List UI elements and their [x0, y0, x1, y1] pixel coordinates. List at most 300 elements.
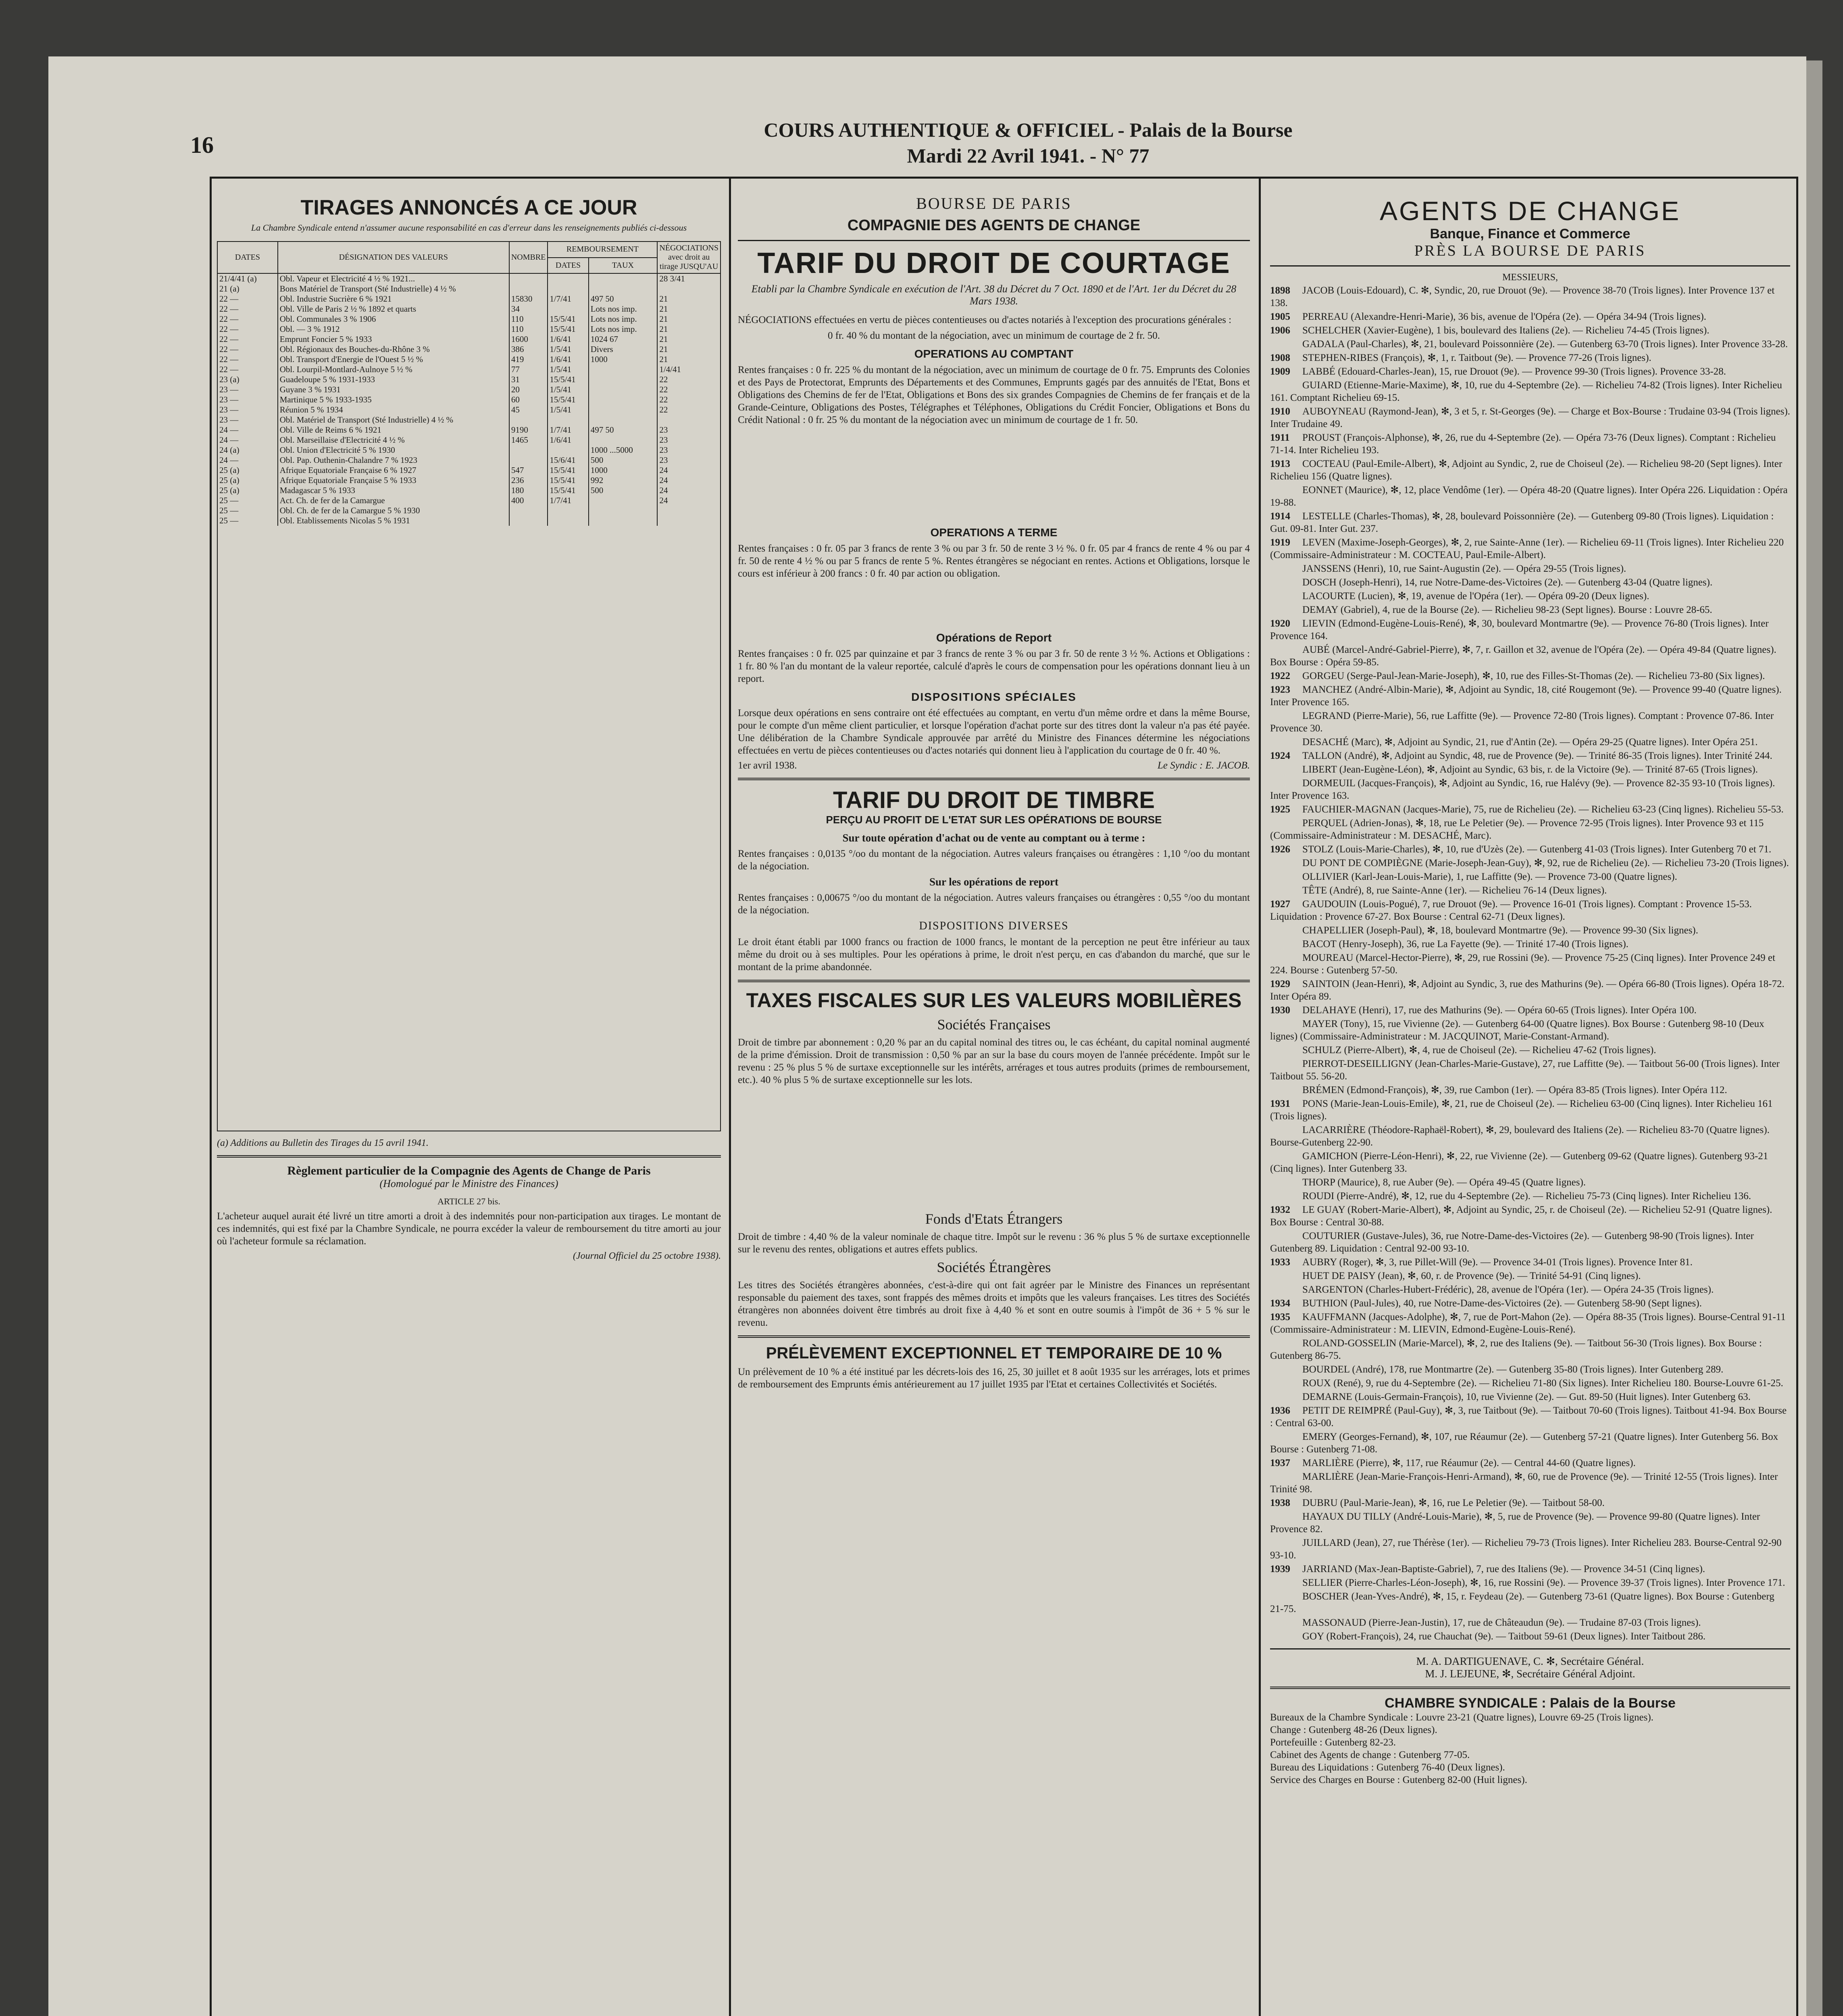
- agent-text: FAUCHIER-MAGNAN (Jacques-Marie), 75, rue de Richelieu (2e). — Richelieu 63-23 (Cinq lignes). Richelieu 55-53.: [1302, 804, 1784, 815]
- agent-entry: [1270, 379, 1790, 404]
- th-negociations: NÉGOCIATIONS avec droit au tirage JUSQU'AU: [657, 242, 721, 273]
- courtage-intro: Etabli par la Chambre Syndicale en exécution de l'Art. 38 du Décret du 7 Oct. 1890 et de l'Art. 1er du Décret du 28 Mars 1938.: [751, 283, 1237, 307]
- agent-text: LIEVIN (Edmond-Eugène-Louis-René), ✻, 30, boulevard Montmartre (9e). — Provence 76-80 (Trois lignes). Inter Provence 164.: [1270, 618, 1769, 641]
- chambre-line: Bureaux de la Chambre Syndicale : Louvre 23-21 (Quatre lignes), Louvre 69-25 (Trois lignes).: [1270, 1712, 1653, 1723]
- section-comptant: OPERATIONS AU COMPTANT: [914, 348, 1074, 360]
- table-cell: 1/6/41: [548, 435, 588, 445]
- table-cell: [657, 516, 721, 526]
- agent-text: STOLZ (Louis-Marie-Charles), ✻, 10, rue d'Uzès (2e). — Gutenberg 41-03 (Trois lignes). Inter Gutenberg 70 et 71.: [1302, 844, 1772, 855]
- table-cell: 497 50: [589, 425, 658, 435]
- bourse-label: BOURSE DE PARIS: [916, 194, 1072, 212]
- table-cell: 23 —: [217, 385, 278, 395]
- agent-text: GORGEU (Serge-Paul-Jean-Marie-Joseph), ✻, 10, rue des Filles-St-Thomas (2e). — Richelieu 73-80 (Six lignes).: [1302, 671, 1765, 681]
- table-cell: Obl. Vapeur et Electricité 4 ½ % 1921...: [278, 273, 509, 284]
- agent-year: 1911: [1270, 432, 1290, 443]
- table-cell: 22 —: [217, 314, 278, 324]
- agent-text: LIBERT (Jean-Eugène-Léon), ✻, Adjoint au Syndic, 63 bis, r. de la Victoire (9e). — Trinité 87-65 (Trois lignes).: [1302, 764, 1758, 775]
- table-cell: [589, 375, 658, 385]
- agent-text: SCHULZ (Pierre-Albert), ✻, 4, rue de Choiseul (2e). — Richelieu 47-62 (Trois lignes).: [1302, 1045, 1656, 1056]
- column-rule-1: [729, 177, 731, 2016]
- agent-text: SCHELCHER (Xavier-Eugène), 1 bis, boulevard des Italiens (2e). — Richelieu 74-45 (Trois lignes).: [1302, 325, 1710, 336]
- table-cell: 180: [509, 485, 548, 496]
- table-cell: 20: [509, 385, 548, 395]
- table-cell: [548, 516, 588, 526]
- column-tirages: [217, 179, 721, 2016]
- syndic-signature: Le Syndic : E. JACOB.: [1157, 760, 1250, 771]
- taxes-etat-heading: Fonds d'Etats Étrangers: [925, 1211, 1063, 1227]
- table-cell: Obl. Ch. de fer de la Camargue 5 % 1930: [278, 506, 509, 516]
- chambre-line: Service des Charges en Bourse : Gutenberg 82-00 (Huit lignes).: [1270, 1774, 1527, 1785]
- table-cell: 31: [509, 375, 548, 385]
- reglement-title: Règlement particulier de la Compagnie des Agents de Change de Paris: [287, 1164, 651, 1177]
- agent-text: LEVEN (Maxime-Joseph-Georges), ✻, 2, rue Sainte-Anne (1er). — Richelieu 69-11 (Trois lignes). Inter Richelieu 220 (Commissaire-Administrateur : M. COCTEAU, Paul-Emile-Albert).: [1270, 537, 1784, 560]
- agent-text: DELAHAYE (Henri), 17, rue des Mathurins (9e). — Opéra 60-65 (Trois lignes). Inter Opéra 100.: [1302, 1005, 1697, 1016]
- table-cell: [509, 445, 548, 455]
- table-row: [217, 364, 721, 375]
- agent-text: SELLIER (Pierre-Charles-Léon-Joseph), ✻, 16, rue Rossini (9e). — Provence 39-37 (Trois lignes). Inter Provence 171.: [1302, 1577, 1785, 1588]
- agent-entry: [1270, 405, 1790, 430]
- chambre-title: CHAMBRE SYNDICALE : Palais de la Bourse: [1385, 1695, 1676, 1711]
- table-row: [217, 415, 721, 425]
- table-row: [217, 273, 721, 284]
- table-cell: [589, 385, 658, 395]
- agent-year: 1898: [1270, 285, 1290, 296]
- table-cell: [509, 506, 548, 516]
- agents-list: [1270, 284, 1790, 1643]
- table-row: [217, 385, 721, 395]
- table-cell: [548, 273, 588, 284]
- table-row: [217, 294, 721, 304]
- table-row: [217, 405, 721, 415]
- agent-entry: [1270, 1004, 1790, 1016]
- agent-entry: [1270, 938, 1790, 950]
- agent-text: PONS (Marie-Jean-Louis-Emile), ✻, 21, rue de Choiseul (2e). — Richelieu 63-00 (Cinq lignes). Inter Richelieu 161 (Trois lignes).: [1270, 1098, 1773, 1122]
- table-cell: 24: [657, 465, 721, 475]
- divider: [738, 240, 1250, 241]
- table-row: [217, 354, 721, 364]
- agent-entry: [1270, 1404, 1790, 1429]
- table-cell: Obl. Régionaux des Bouches-du-Rhône 3 %: [278, 344, 509, 354]
- table-cell: 23 —: [217, 395, 278, 405]
- agent-entry: [1270, 952, 1790, 977]
- agent-entry: [1270, 1150, 1790, 1175]
- table-row: [217, 475, 721, 485]
- table-cell: 22 —: [217, 304, 278, 314]
- table-cell: 1465: [509, 435, 548, 445]
- agent-text: MARLIÈRE (Pierre), ✻, 117, rue Réaumur (2e). — Central 44-60 (Quatre lignes).: [1302, 1458, 1636, 1468]
- chambre-line: Cabinet des Agents de change : Gutenberg 77-05.: [1270, 1749, 1470, 1760]
- agent-entry: [1270, 1630, 1790, 1643]
- agent-year: 1938: [1270, 1497, 1290, 1508]
- agent-text: OLLIVIER (Karl-Jean-Louis-Marie), 1, rue Laffitte (9e). — Provence 73-00 (Quatre lignes).: [1302, 871, 1677, 882]
- agent-text: MAYER (Tony), 15, rue Vivienne (2e). — Gutenberg 64-00 (Quatre lignes). Box Bourse : Gutenberg 98-10 (Deux lignes) (Commissaire-Administrateur : M. JACQUINOT, Marie-Constant-Armand).: [1270, 1018, 1764, 1042]
- secretary-general-adjoint: M. J. LEJEUNE, ✻, Secrétaire Général Adjoint.: [1425, 1668, 1635, 1680]
- column-rule-2: [1259, 177, 1261, 2016]
- agent-entry: [1270, 324, 1790, 337]
- tirages-title: TIRAGES ANNONCÉS A CE JOUR: [300, 196, 637, 219]
- table-row: [217, 395, 721, 405]
- timbre-l2: Rentes françaises : 0,0135 °/oo du montant de la négociation. Autres valeurs françaises ou étrangères : 1,10 °/oo du montant de la négociation.: [738, 848, 1250, 872]
- table-continuation: [217, 526, 721, 1131]
- agent-entry: [1270, 1377, 1790, 1389]
- table-cell: 15/5/41: [548, 485, 588, 496]
- table-row: [217, 435, 721, 445]
- agent-entry: [1270, 644, 1790, 669]
- table-cell: 34: [509, 304, 548, 314]
- reglement-ref: (Journal Officiel du 25 octobre 1938).: [573, 1251, 721, 1261]
- agent-text: DUBRU (Paul-Marie-Jean), ✻, 16, rue Le Peletier (9e). — Taitbout 58-00.: [1302, 1497, 1605, 1508]
- agent-text: LACARRIÈRE (Théodore-Raphaël-Robert), ✻, 29, boulevard des Italiens (2e). — Richelieu 83-70 (Quatre lignes). Bourse-Gutenberg 22-90.: [1270, 1125, 1770, 1148]
- table-cell: 21: [657, 304, 721, 314]
- agent-entry: [1270, 803, 1790, 816]
- table-cell: 22 —: [217, 364, 278, 375]
- section-report: Opérations de Report: [936, 631, 1052, 644]
- table-cell: 15/5/41: [548, 324, 588, 334]
- table-cell: 25 (a): [217, 485, 278, 496]
- table-row: [217, 324, 721, 334]
- messieurs-label: MESSIEURS,: [1502, 272, 1558, 283]
- table-cell: Obl. Transport d'Energie de l'Ouest 5 ½ %: [278, 354, 509, 364]
- table-row: [217, 375, 721, 385]
- agent-entry: [1270, 978, 1790, 1003]
- table-cell: 28 3/41: [657, 273, 721, 284]
- table-cell: 22 —: [217, 344, 278, 354]
- table-cell: Guadeloupe 5 % 1931-1933: [278, 375, 509, 385]
- th-dates: DATES: [217, 242, 278, 273]
- agent-entry: [1270, 1311, 1790, 1336]
- table-cell: 24: [657, 496, 721, 506]
- page-number: 16: [190, 132, 214, 158]
- chambre-line: Change : Gutenberg 48-26 (Deux lignes).: [1270, 1724, 1437, 1735]
- table-cell: 25 —: [217, 516, 278, 526]
- table-cell: 21: [657, 314, 721, 324]
- agent-text: STEPHEN-RIBES (François), ✻, 1, r. Taitbout (9e). — Provence 77-26 (Trois lignes).: [1302, 352, 1651, 363]
- table-cell: Obl. Lourpil-Montlard-Aulnoye 5 ½ %: [278, 364, 509, 375]
- agent-text: GAUDOUIN (Louis-Pogué), 7, rue Drouot (9e). — Provence 16-01 (Trois lignes). Comptant : Provence 15-53. Liquidation : Provence 67-27. Box Bourse : Central 62-71 (Deux lignes).: [1270, 899, 1752, 922]
- agent-entry: [1270, 1510, 1790, 1535]
- table-cell: [548, 415, 588, 425]
- agent-entry: [1270, 1470, 1790, 1495]
- agent-entry: [1270, 1230, 1790, 1255]
- agent-year: 1926: [1270, 844, 1290, 855]
- table-cell: [509, 273, 548, 284]
- table-cell: 1/5/41: [548, 385, 588, 395]
- table-cell: Martinique 5 % 1933-1935: [278, 395, 509, 405]
- agent-text: JACOB (Louis-Edouard), C. ✻, Syndic, 20, rue Drouot (9e). — Provence 38-70 (Trois lignes). Inter Provence 137 et 138.: [1270, 285, 1775, 308]
- agent-text: BOURDEL (André), 178, rue Montmartre (2e). — Gutenberg 35-80 (Trois lignes). Inter Gutenberg 289.: [1302, 1364, 1724, 1375]
- agent-entry: [1270, 1176, 1790, 1189]
- agent-entry: [1270, 484, 1790, 509]
- agent-entry: [1270, 1044, 1790, 1056]
- table-cell: 24: [657, 475, 721, 485]
- timbre-title: TARIF DU DROIT DE TIMBRE: [833, 787, 1155, 813]
- th-remboursement: REMBOURSEMENT: [548, 242, 657, 258]
- agent-year: 1933: [1270, 1257, 1290, 1268]
- taxes-etat-text: Droit de timbre : 4,40 % de la valeur nominale de chaque titre. Impôt sur le revenu : 36 % plus 5 % de surtaxe exceptionnelle sur le revenu des rentes, obligations et autres effets publics.: [738, 1231, 1250, 1255]
- table-cell: 21: [657, 294, 721, 304]
- agent-entry: [1270, 431, 1790, 456]
- agent-year: 1930: [1270, 1005, 1290, 1016]
- agent-text: GAMICHON (Pierre-Léon-Henri), ✻, 22, rue Vivienne (2e). — Gutenberg 09-62 (Quatre lignes). Gutenberg 93-21 (Cinq lignes). Inter Gutenberg 33.: [1270, 1151, 1768, 1174]
- table-cell: 24 —: [217, 455, 278, 465]
- table-row: [217, 445, 721, 455]
- table-cell: 1/7/41: [548, 496, 588, 506]
- table-cell: 1/4/41: [657, 364, 721, 375]
- agent-text: COUTURIER (Gustave-Jules), 36, rue Notre-Dame-des-Victoires (2e). — Gutenberg 98-90 (Trois lignes). Inter Gutenberg 89. Liquidation : Central 92-00 93-10.: [1270, 1231, 1754, 1254]
- page-header: [685, 117, 1371, 169]
- table-cell: 15/5/41: [548, 375, 588, 385]
- table-cell: 45: [509, 405, 548, 415]
- agent-text: LEGRAND (Pierre-Marie), 56, rue Laffitte (9e). — Provence 72-80 (Trois lignes). Comptant : Provence 07-86. Inter Provence 30.: [1270, 710, 1774, 734]
- table-cell: 21: [657, 354, 721, 364]
- section-terme: OPERATIONS A TERME: [930, 526, 1058, 539]
- table-cell: 497 50: [589, 294, 658, 304]
- table-cell: Lots nos imp.: [589, 324, 658, 334]
- agent-entry: [1270, 884, 1790, 897]
- table-row: [217, 455, 721, 465]
- timbre-l4: Rentes françaises : 0,00675 °/oo du montant de la négociation. Autres valeurs françaises ou étrangères : 0,55 °/oo du montant de la négociation.: [738, 892, 1250, 916]
- table-row: [217, 516, 721, 526]
- table-cell: 500: [589, 455, 658, 465]
- agent-text: ROLAND-GOSSELIN (Marie-Marcel), ✻, 2, rue des Italiens (9e). — Taitbout 56-30 (Trois lignes). Box Bourse : Gutenberg 86-75.: [1270, 1338, 1762, 1361]
- dispositions-date: 1er avril 1938.: [738, 760, 797, 771]
- table-cell: Divers: [589, 344, 658, 354]
- tirages-subtitle: La Chambre Syndicale entend n'assumer aucune responsabilité en cas d'erreur dans les renseignements publiés ci-dessous: [251, 223, 687, 233]
- th-nombre: NOMBRE: [509, 242, 548, 273]
- table-row: [217, 465, 721, 475]
- agent-text: ROUX (René), 9, rue du 4-Septembre (2e). — Richelieu 71-80 (Six lignes). Inter Richelieu 180. Bourse-Louvre 61-25.: [1302, 1378, 1783, 1389]
- agent-entry: [1270, 562, 1790, 575]
- agent-entry: [1270, 670, 1790, 682]
- table-cell: 60: [509, 395, 548, 405]
- table-cell: Afrique Equatoriale Française 6 % 1927: [278, 465, 509, 475]
- agent-year: 1908: [1270, 352, 1290, 363]
- table-cell: 1024 67: [589, 334, 658, 344]
- table-cell: [589, 496, 658, 506]
- table-cell: 23 —: [217, 415, 278, 425]
- agent-entry: [1270, 1098, 1790, 1123]
- table-cell: 386: [509, 344, 548, 354]
- comptant-text: Rentes françaises : 0 fr. 225 % du montant de la négociation, avec un minimum de courtage de 0 fr. 75. Emprunts des Colonies et des Pays de Protectorat, Emprunts des Départements et des Communes, Emprunts gagés par des annuités de l'Etat, Bons et Obligations des Chemins de fer de l'Etat, Obligations et Bons des six grandes Compagnies de Chemins de fer français et de la Grande-Ceinture, Obligations des Postes, Télégraphes et Téléphones, Obligations du Crédit Foncier, Obligations et Bons du Crédit National : 0 fr. 25 % du montant de la négociation avec un minimum de courtage de 1 fr. 50.: [738, 364, 1250, 425]
- agent-entry: [1270, 590, 1790, 602]
- agent-text: BACOT (Henry-Joseph), 36, rue La Fayette (9e). — Trinité 17-40 (Trois lignes).: [1302, 939, 1629, 950]
- table-cell: 15/6/41: [548, 455, 588, 465]
- table-cell: Lots nos imp.: [589, 304, 658, 314]
- table-cell: [589, 273, 658, 284]
- table-row: [217, 485, 721, 496]
- agent-entry: [1270, 536, 1790, 561]
- agent-text: SAINTOIN (Jean-Henri), ✻, Adjoint au Syndic, 3, rue des Mathurins (9e). — Opéra 66-80 (Trois lignes). Opéra 18-72. Inter Opéra 89.: [1270, 979, 1785, 1002]
- table-cell: [509, 284, 548, 294]
- dispositions-text: Lorsque deux opérations en sens contraire ont été effectuées au comptant, en vertu d'un même ordre et dans la même Bourse, pour le compte d'un même client particulier, et lorsque l'opération d'achat porte sur des titres dont la valeur n'a pas été payée. Une délibération de la Chambre Syndicale approuvée par arrêté du Ministre des Finances détermine les négociations effectuées en vertu de pièces contentieuses ou d'actes notariés qui donnent lieu à l'application du courtage de 0 fr. 40 %.: [738, 708, 1250, 756]
- agent-text: THORP (Maurice), 8, rue Auber (9e). — Opéra 49-45 (Quatre lignes).: [1302, 1177, 1586, 1188]
- agent-year: 1934: [1270, 1298, 1290, 1309]
- table-cell: Réunion 5 % 1934: [278, 405, 509, 415]
- agent-entry: [1270, 898, 1790, 923]
- table-cell: [589, 405, 658, 415]
- table-row: [217, 304, 721, 314]
- agent-text: CHAPELLIER (Joseph-Paul), ✻, 18, boulevard Montmartre (9e). — Provence 99-30 (Six lignes).: [1302, 925, 1698, 936]
- table-cell: 1/7/41: [548, 425, 588, 435]
- agents-title: AGENTS DE CHANGE: [1379, 196, 1681, 226]
- table-cell: Lots nos imp.: [589, 314, 658, 324]
- agent-entry: [1270, 576, 1790, 589]
- agent-text: LE GUAY (Robert-Marie-Albert), ✻, Adjoint au Syndic, 25, r. de Choiseul (2e). — Richelieu 52-91 (Quatre lignes). Box Bourse : Central 30-88.: [1270, 1204, 1772, 1228]
- agent-text: SARGENTON (Charles-Hubert-Frédéric), 28, avenue de l'Opéra (1er). — Opéra 24-35 (Trois lignes).: [1302, 1284, 1714, 1295]
- agent-entry: [1270, 1577, 1790, 1589]
- table-cell: 21: [657, 334, 721, 344]
- agent-entry: [1270, 1058, 1790, 1083]
- table-cell: [589, 516, 658, 526]
- table-cell: [548, 506, 588, 516]
- agent-text: DOSCH (Joseph-Henri), 14, rue Notre-Dame-des-Victoires (2e). — Gutenberg 43-04 (Quatre lignes).: [1302, 577, 1713, 588]
- table-cell: 21: [657, 344, 721, 354]
- agent-entry: [1270, 924, 1790, 937]
- divider: [738, 1335, 1250, 1338]
- nego-rate: 0 fr. 40 % du montant de la négociation, avec un minimum de courtage de 2 fr. 50.: [827, 330, 1160, 341]
- table-cell: 419: [509, 354, 548, 364]
- agent-entry: [1270, 777, 1790, 802]
- agent-entry: [1270, 1457, 1790, 1469]
- chambre-list: [1270, 1711, 1790, 1786]
- table-cell: 21/4/41 (a): [217, 273, 278, 284]
- table-cell: 236: [509, 475, 548, 485]
- agent-entry: [1270, 1283, 1790, 1296]
- agent-entry: [1270, 857, 1790, 869]
- report-text: Rentes françaises : 0 fr. 025 par quinzaine et par 3 francs de rente 3 % ou par 3 fr. 50 de rente 3 ½ %. Actions et Obligations : 1 fr. 80 % l'an du montant de la valeur reportée, calculé d'après le cours de compensation pour les opérations donnant lieu à un report.: [738, 648, 1250, 684]
- agent-entry: [1270, 604, 1790, 616]
- agent-text: PROUST (François-Alphonse), ✻, 26, rue du 4-Septembre (2e). — Opéra 73-76 (Deux lignes). Comptant : Richelieu 71-14. Inter Richelieu 193.: [1270, 432, 1776, 456]
- agent-text: MANCHEZ (André-Albin-Marie), ✻, Adjoint au Syndic, 18, cité Rougemont (9e). — Provence 99-40 (Quatre lignes). Inter Provence 165.: [1270, 684, 1782, 708]
- table-cell: 1/5/41: [548, 344, 588, 354]
- divider: [738, 778, 1250, 780]
- table-cell: [589, 364, 658, 375]
- agent-entry: [1270, 763, 1790, 776]
- chambre-line: Bureau des Liquidations : Gutenberg 76-40 (Deux lignes).: [1270, 1762, 1505, 1773]
- table-cell: 500: [589, 485, 658, 496]
- agent-text: AUBOYNEAU (Raymond-Jean), ✻, 3 et 5, r. St-Georges (9e). — Charge et Box-Bourse : Trudaine 03-94 (Trois lignes). Inter Trudaine 49.: [1270, 406, 1790, 429]
- agent-year: 1905: [1270, 311, 1290, 322]
- agent-entry: [1270, 617, 1790, 642]
- table-cell: 23: [657, 425, 721, 435]
- table-cell: 24: [657, 485, 721, 496]
- taxes-fr-heading: Sociétés Françaises: [937, 1016, 1051, 1033]
- prelevement-title: PRÉLÈVEMENT EXCEPTIONNEL ET TEMPORAIRE DE 10 %: [766, 1344, 1222, 1362]
- table-cell: Obl. Ville de Reims 6 % 1921: [278, 425, 509, 435]
- agent-year: 1923: [1270, 684, 1290, 695]
- table-cell: 21: [657, 324, 721, 334]
- table-cell: 1000: [589, 354, 658, 364]
- agent-text: AUBÉ (Marcel-André-Gabriel-Pierre), ✻, 7, r. Gaillon et 32, avenue de l'Opéra (2e). — Opéra 49-84 (Quatre lignes). Box Bourse : Opéra 59-85.: [1270, 644, 1776, 668]
- agent-year: 1906: [1270, 325, 1290, 336]
- agent-entry: [1270, 1497, 1790, 1509]
- agent-text: DU PONT DE COMPIÈGNE (Marie-Joseph-Jean-Guy), ✻, 92, rue de Richelieu (2e). — Richelieu 73-20 (Trois lignes).: [1302, 858, 1789, 868]
- table-cell: Bons Matériel de Transport (Sté Industrielle) 4 ½ %: [278, 284, 509, 294]
- table-cell: 22: [657, 395, 721, 405]
- secretary-general: M. A. DARTIGUENAVE, C. ✻, Secrétaire Général.: [1416, 1655, 1644, 1667]
- table-cell: 24 —: [217, 435, 278, 445]
- agent-text: PETIT DE REIMPRÉ (Paul-Guy), ✻, 3, rue Taitbout (9e). — Taitbout 70-60 (Trois lignes). Taitbout 41-94. Box Bourse : Central 63-00.: [1270, 1405, 1787, 1429]
- table-cell: Act. Ch. de fer de la Camargue: [278, 496, 509, 506]
- section-dispositions: DISPOSITIONS SPÉCIALES: [911, 691, 1077, 703]
- nego-text: NÉGOCIATIONS effectuées en vertu de pièces contentieuses ou d'actes notariés à l'exception des procurations générales :: [738, 314, 1232, 325]
- timbre-l1: Sur toute opération d'achat ou de vente au comptant ou à terme :: [842, 832, 1145, 844]
- divider: [1270, 1687, 1790, 1689]
- table-cell: 110: [509, 314, 548, 324]
- agent-entry: [1270, 817, 1790, 842]
- agent-text: DORMEUIL (Jacques-François), ✻, Adjoint au Syndic, 16, rue Halévy (9e). — Provence 82-35 93-10 (Trois lignes). Inter Provence 163.: [1270, 778, 1775, 801]
- agent-text: ROUDI (Pierre-André), ✻, 12, rue du 4-Septembre (2e). — Richelieu 75-73 (Cinq lignes). Inter Richelieu 136.: [1302, 1191, 1751, 1202]
- table-cell: 23: [657, 435, 721, 445]
- agent-entry: [1270, 1204, 1790, 1229]
- table-cell: 992: [589, 475, 658, 485]
- table-cell: 22: [657, 385, 721, 395]
- agent-text: HAYAUX DU TILLY (André-Louis-Marie), ✻, 5, rue de Provence (9e). — Provence 99-80 (Quatre lignes). Inter Provence 82.: [1270, 1511, 1760, 1535]
- divider: [1270, 1648, 1790, 1649]
- taxes-fr-continued: [738, 1089, 1250, 1210]
- agent-year: 1936: [1270, 1405, 1290, 1416]
- table-cell: 24 —: [217, 425, 278, 435]
- agent-entry: [1270, 1590, 1790, 1615]
- agent-text: BOSCHER (Jean-Yves-André), ✻, 15, r. Feydeau (2e). — Gutenberg 73-61 (Quatre lignes). Box Bourse : Gutenberg 21-75.: [1270, 1591, 1774, 1614]
- agent-text: AUBRY (Roger), ✻, 3, rue Pillet-Will (9e). — Provence 34-01 (Trois lignes). Provence Inter 81.: [1302, 1257, 1693, 1268]
- timbre-l5: DISPOSITIONS DIVERSES: [919, 920, 1069, 932]
- agent-text: BUTHION (Paul-Jules), 40, rue Notre-Dame-des-Victoires (2e). — Gutenberg 58-90 (Sept lignes).: [1302, 1298, 1702, 1309]
- agent-text: DESACHÉ (Marc), ✻, Adjoint au Syndic, 21, rue d'Antin (2e). — Opéra 29-25 (Quatre lignes). Inter Opéra 251.: [1302, 737, 1758, 748]
- table-cell: 22 —: [217, 324, 278, 334]
- table-cell: 21 (a): [217, 284, 278, 294]
- table-cell: Obl. Communales 3 % 1906: [278, 314, 509, 324]
- table-cell: 22: [657, 405, 721, 415]
- table-cell: 25 —: [217, 496, 278, 506]
- table-cell: 22 —: [217, 354, 278, 364]
- agent-text: MARLIÈRE (Jean-Marie-François-Henri-Armand), ✻, 60, rue de Provence (9e). — Trinité 12-55 (Trois lignes). Inter Trinité 98.: [1270, 1471, 1778, 1495]
- agent-year: 1937: [1270, 1458, 1290, 1468]
- terme-text: Rentes françaises : 0 fr. 05 par 3 francs de rente 3 % ou par 3 fr. 50 de rente 3 ½ %. 0 fr. 05 par 4 francs de rente 4 % ou par 4 fr. 50 de rente 4 ½ % ou par 5 francs de rente 5 %. Rentes étrangères se négociant en rentes. Actions et Obligations, lorsque le cours est inférieur à 200 francs : 0 fr. 40 par action ou obligation.: [738, 543, 1250, 579]
- table-cell: Obl. Ville de Paris 2 ½ % 1892 et quarts: [278, 304, 509, 314]
- divider: [1270, 265, 1790, 267]
- taxes-fr-text: Droit de timbre par abonnement : 0,20 % par an du capital nominal des titres ou, le cas échéant, du capital nominal augmenté de la prime d'émission. Droit de transmission : 0,50 % par an sur la base du cours moyen de l'année précédente. Impôt sur le revenu : 25 % plus 5 % de surtaxe exceptionnelle sur les intérêts, arrérages et tous autres produits (primes de remboursement, etc.). 40 % plus 5 % de surtaxe exceptionnelle sur les lots.: [738, 1037, 1250, 1085]
- agent-entry: [1270, 1337, 1790, 1362]
- agent-entry: [1270, 338, 1790, 350]
- table-cell: [657, 506, 721, 516]
- agent-text: TALLON (André), ✻, Adjoint au Syndic, 48, rue de Provence (9e). — Trinité 86-35 (Trois lignes). Inter Trinité 244.: [1302, 750, 1772, 761]
- table-row: [217, 506, 721, 516]
- agent-year: 1922: [1270, 671, 1290, 681]
- agent-entry: [1270, 310, 1790, 323]
- agent-entry: [1270, 1363, 1790, 1376]
- agent-year: 1909: [1270, 366, 1290, 377]
- agent-text: KAUFFMANN (Jacques-Adolphe), ✻, 7, rue de Port-Mahon (2e). — Opéra 88-35 (Trois lignes). Bourse-Central 91-11 (Commissaire-Administrateur : M. LIEVIN, Edmond-Eugène-Louis-René).: [1270, 1312, 1786, 1335]
- agent-year: 1913: [1270, 458, 1290, 469]
- agent-text: PIERROT-DESEILLIGNY (Jean-Charles-Marie-Gustave), 27, rue Laffitte (9e). — Taitbout 56-00 (Trois lignes). Inter Taitbout 55. 56-20.: [1270, 1058, 1780, 1082]
- table-cell: 547: [509, 465, 548, 475]
- agent-year: 1935: [1270, 1312, 1290, 1322]
- table-cell: 15/5/41: [548, 395, 588, 405]
- page-edge: [1806, 60, 1822, 2016]
- agent-year: 1939: [1270, 1564, 1290, 1574]
- table-cell: 1600: [509, 334, 548, 344]
- table-cell: 1/7/41: [548, 294, 588, 304]
- table-cell: Obl. Etablissements Nicolas 5 % 1931: [278, 516, 509, 526]
- agent-text: LABBÉ (Edouard-Charles-Jean), 15, rue Drouot (9e). — Provence 99-30 (Trois lignes). Provence 33-28.: [1302, 366, 1726, 377]
- table-cell: 24 (a): [217, 445, 278, 455]
- agent-text: GOY (Robert-François), 24, rue Chauchat (9e). — Taitbout 59-61 (Deux lignes). Inter Taitbout 286.: [1302, 1631, 1706, 1642]
- table-row: [217, 344, 721, 354]
- agent-text: LACOURTE (Lucien), ✻, 19, avenue de l'Opéra (1er). — Opéra 09-20 (Deux lignes).: [1302, 591, 1649, 602]
- agent-text: EONNET (Maurice), ✻, 12, place Vendôme (1er). — Opéra 48-20 (Quatre lignes). Inter Opéra 226. Liquidation : Opéra 19-88.: [1270, 485, 1788, 508]
- table-cell: [509, 415, 548, 425]
